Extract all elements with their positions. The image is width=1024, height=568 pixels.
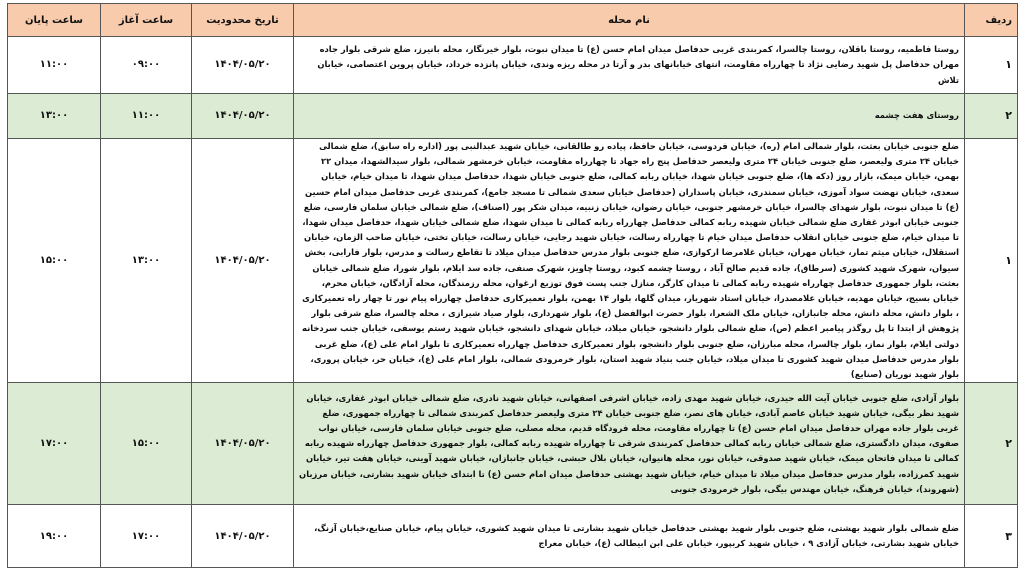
header-end-time: ساعت پایان bbox=[8, 4, 101, 37]
end-time-cell: ۱۳:۰۰ bbox=[8, 94, 101, 139]
end-time-cell: ۱۹:۰۰ bbox=[8, 505, 101, 568]
date-cell: ۱۴۰۴/۰۵/۲۰ bbox=[192, 94, 294, 139]
blackout-schedule-sheet bbox=[7, 3, 1017, 555]
table-row bbox=[8, 383, 1018, 505]
header-area-name: نام محله bbox=[294, 4, 965, 37]
date-cell: ۱۴۰۴/۰۵/۲۰ bbox=[192, 37, 294, 94]
area-description: ضلع شمالی بلوار شهید بهشتی، ضلع جنوبی بلوار شهید بهشتی حدفاصل خیابان شهید بشارتی تا میدان شهید کشوری، خیابان پیام، خیابان صنایع،خیابان آزنگ، خیابان شهید بشارتی، خیابان آزادی ۹ ، خیابان شهید کربپور، خیابان علی ابن ابیطالب (ع)، خیابان معراج bbox=[294, 505, 965, 568]
date-cell: ۱۴۰۴/۰۵/۲۰ bbox=[192, 139, 294, 383]
area-description: ضلع جنوبی خیابان بعثت، بلوار شمالی امام (ره)، خیابان فردوسی، خیابان حافظ، پیاده رو طالقانی، خیابان شهید عبدالنبی پور (اداره راه سابق)، ضلع شمالی خیابان ۲۴ متری ولیعصر، ضلع جنوبی خیابان ۲۴ متری ولیعصر حدفاصل پنج راه جهاد تا چهارراه مقاومت، خیابان خرمشهر شمالی، بلوار سیدالشهدا، میدان ۲۲ بهمن، خیابان میمک، بازار روز (دکه ها)، ضلع جنوبی خیابان شهدا، خیابان ربابه کمالی، ضلع جنوبی خیابان شهدا، حدفاصل میدان شهدا، تا میدان خیام، خیابان سعدی، خیابان نهضت سواد آموزی، خیابان سمندری، خیابان پاسداران (حدفاصل خیابان سعدی شمالی تا مسجد جامع)، کمربندی غربی حدفاصل میدان امام حسین (ع) تا میدان نبوت، بلوار شهدای چالسرا، خیابان خرمشهر جنوبی، خیابان رضوان، خیابان زنبیه، میدان شکر پور (اصناف)، ضلع شمالی خیابان سلمان فارسی، ضلع جنوبی خیابان ابوذر غفاری ضلع شمالی خیابان شهیده ربابه کمالی حدفاصل چهارراه ربابه کمالی تا میدان شهدا، ضلع شمالی خیابان شهدا، حدفاصل میدان شهدا، تا میدان خیام، ضلع جنوبی خیابان انقلاب حدفاصل میدان خیام تا چهارراه رسالت، خیابان شهید رجایی، خیابان رسالت، خیابان تختی، خیابان صاحب الزمان، خیابان استقلال، خیابان میثم تمار، خیابان مهران، خیابان غلامرضا ارکوازی، ضلع جنوبی بلوار مدرس حدفاصل میدان میلاد تا تقاطع رسالت و مدرس، بلوار فارابی، بخش سیوان، شهرک شهید کشوری (سرطاق)، جاده قدیم صالح آباد ، روستا چشمه کبود، روستا چاویز، شهرک صنفی، جاده سد ایلام، بلوار شورا، ضلع شمالی خیابان بعثت، بلوار جمهوری حدفاصل چهارراه شهیده ربابه کمالی تا میدان کارگر، منازل جنب پست فوق توزیع ارغوان، محله رزمندگان، محله آزادگان، خیابان محرم، خیابان بسیج، خیابان مهدیه، خیابان علامصدرا، خیابان استاد شهریار، میدان گلها، بلوار ۱۴ بهمن، بلوار تعمیرکاری حدفاصل چهارراه پیام نور تا چهار راه تعمیرکاری ، بلوار دانش، محله دانش، محله جانبازان، خیابان ملک الشعرا، بلوار حضرت ابوالفضل (ع)، بلوار شهرداری، بلوار صیاد شیرازی ، محله چالسرا، ضلع شرقی بلوار پژوهش از ابتدا تا پل روگذر پیامبر اعظم (ص)، ضلع شمالی بلوار دانشجو، خیابان میلاد، خیابان شهدای دانشجو، خیابان شهید رستم یوسفی، خیابان جنب سردخانه دولتی ایلام، بلوار نماز، بلوار چالسرا، محله مبارزان، ضلع جنوبی بلوار دانشجو، بلوار تعمیرکاری حدفاصل چهارراه تعمیرکاری تا بلوار امام علی (ع)، ضلع غربی بلوار مدرس حدفاصل میدان شهید کشوری تا میدان میلاد، خیابان جنب بنیاد شهید استان، بلوار خرمرودی شمالی، بلوار امام علی (ع)، خیابان حر، خیابان پروری، بلوار شهید نوریان (صنایع) bbox=[294, 139, 965, 383]
table-row bbox=[8, 94, 1018, 139]
area-description: بلوار آزادی، ضلع جنوبی خیابان آیت الله حیدری، خیابان شهید مهدی زاده، خیابان اشرفی اصفهانی، خیابان شهید نادری، ضلع شمالی خیابان ابوذر غفاری، خیابان شهید نظر بیگی، خیابان شهید خیابان عاصم آبادی، خیابان های نصر، ضلع جنوبی خیابان ۲۴ متری ولیعصر حدفاصل کمربندی شمالی تا چهارراه جمهوری، ضلع غربی بلوار جاده مهران حدفاصل میدان امام حسن (ع) تا چهارراه مقاومت، محله فرودگاه قدیم، محله مصلی، ضلع جنوبی خیابان سلمان فارسی، خیابان نواب صفوی، میدان دادگستری، ضلع شمالی خیابان ربابه کمالی حدفاصل کمربندی شرقی تا چهارراه شهیده ربابه کمالی، بلوار جمهوری حدفاصل چهارراه شهیده ربابه کمالی تا میدان فاتحان میمک، خیابان شهید صدوقی، خیابان نور، محله هانیوان، خیابان بلال حبشی، خیابان جانبازان، خیابان شهید آوینی، خیابان هفت تیر، خیابان شهید کمرزاده، بلوار مدرس حدفاصل میدان میلاد تا میدان خیام، خیابان شهید بهشتی حدفاصل میدان امام حسن (ع) تا ابتدای خیابان شهید بشارتی، خیابان مرزبان (شهروند)، خیابان فرهنگ، خیابان مهندس بیگی، بلوار خرمرودی جنوبی bbox=[294, 383, 965, 505]
start-time-cell: ۱۳:۰۰ bbox=[101, 139, 192, 383]
row-number: ۳ bbox=[965, 505, 1018, 568]
area-description: روستای هفت چشمه bbox=[294, 94, 965, 139]
end-time-cell: ۱۵:۰۰ bbox=[8, 139, 101, 383]
row-number: ۱ bbox=[965, 37, 1018, 94]
table-row bbox=[8, 505, 1018, 568]
blackout-schedule-table bbox=[7, 3, 1018, 568]
date-cell: ۱۴۰۴/۰۵/۲۰ bbox=[192, 383, 294, 505]
row-number: ۱ bbox=[965, 139, 1018, 383]
header-row bbox=[8, 4, 1018, 37]
header-start-time: ساعت آغاز bbox=[101, 4, 192, 37]
header-date: تاریخ محدودیت bbox=[192, 4, 294, 37]
start-time-cell: ۱۷:۰۰ bbox=[101, 505, 192, 568]
table-row bbox=[8, 139, 1018, 383]
end-time-cell: ۱۷:۰۰ bbox=[8, 383, 101, 505]
row-number: ۲ bbox=[965, 94, 1018, 139]
start-time-cell: ۱۵:۰۰ bbox=[101, 383, 192, 505]
area-description: روستا فاطمیه، روستا باقلان، روستا چالسرا، کمربندی غربی حدفاصل میدان امام حسن (ع) تا میدان نبوت، بلوار خیرنگار، محله بانیرز، ضلع شرقی بلوار جاده مهران حدفاصل پل شهید رضایی نژاد تا چهارراه مقاومت، انتهای خیابانهای بدر و آرتا در محله ریزه وندی، خیابان پانزده خرداد، خیابان پروین اعتصامی، خیابان تلاش bbox=[294, 37, 965, 94]
start-time-cell: ۱۱:۰۰ bbox=[101, 94, 192, 139]
header-row-number: ردیف bbox=[965, 4, 1018, 37]
start-time-cell: ۰۹:۰۰ bbox=[101, 37, 192, 94]
table-row bbox=[8, 37, 1018, 94]
row-number: ۲ bbox=[965, 383, 1018, 505]
date-cell: ۱۴۰۴/۰۵/۲۰ bbox=[192, 505, 294, 568]
end-time-cell: ۱۱:۰۰ bbox=[8, 37, 101, 94]
